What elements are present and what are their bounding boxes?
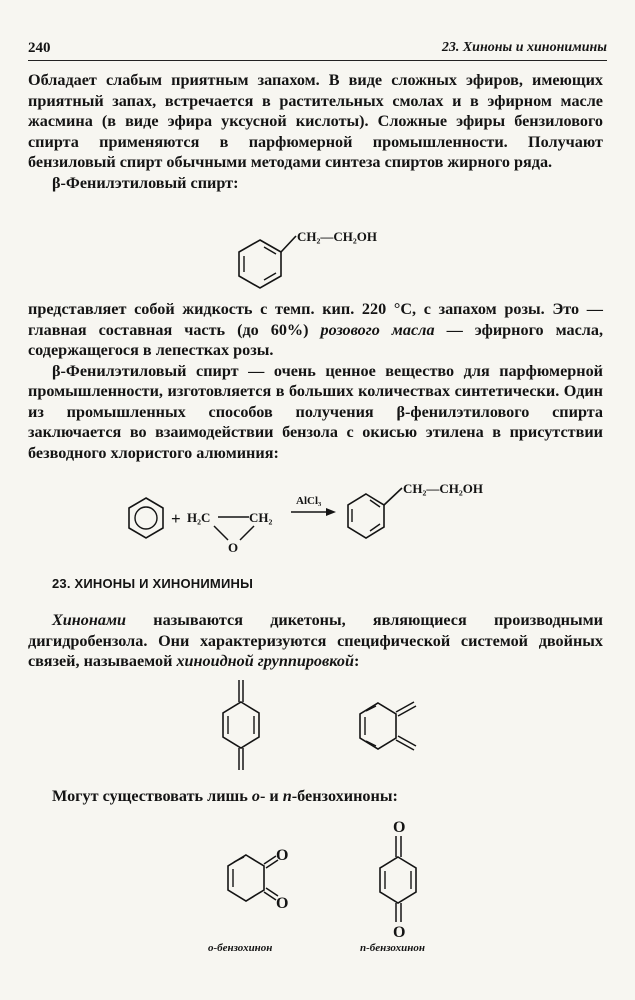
para-benzoquinone-structure [380,819,416,941]
paragraph-properties [28,299,603,463]
paragraph-text: Обладает слабым приятным запахом. В виде сложных эфиров, имеющих приятный запах, встречается в растительных смолах и в эфирном масле жасмина (в виде эфира уксусной кислоты). Сложные эфиры бензилового спирта применяются в парфюмерной промышленности. Получают бензиловый спирт обычными методами синтеза спиртов жирного ряда. [28,71,603,171]
epoxide-left: H₂C [187,510,211,525]
epoxide-right: CH₂ [249,510,273,525]
text-run: Могут существовать лишь [52,787,252,805]
product-chain: CH₂—CH₂OH [403,481,484,496]
section-heading: 23. ХИНОНЫ И ХИНОНИМИНЫ [52,576,254,591]
text-run: : [353,652,360,670]
text-run: называются дикетоны, являющиеся производными дигидробензола. Они характеризуются специфической системой двойных связей, называемой [28,611,603,670]
paragraph-text [28,610,603,672]
italic-term: хиноидной группировкой [176,652,354,670]
catalyst-label: AlCl₃ [296,495,322,507]
chain-label: CH₂—CH₂OH [297,229,378,244]
text-run: — эфирного масла, содержащегося в лепестках розы. [28,320,604,359]
oxygen-label: O [393,924,406,941]
plus-sign: + [171,509,181,528]
text-run: -бензохиноны: [291,787,398,805]
paragraph-quinones [28,610,603,672]
phenylethyl-alcohol-structure [239,229,377,288]
ortho-benzoquinone-structure [228,847,288,912]
ortho-caption: о-бензохинон [208,942,273,954]
oxygen-label: O [276,895,289,912]
oxygen-label: O [276,847,289,864]
para-caption: п-бензохинон [360,942,426,954]
paragraph-text [28,299,603,361]
italic-term: розового масла [320,320,435,339]
italic-term: п [282,787,292,805]
reaction-scheme [129,481,483,555]
italic-term: о [251,787,260,805]
epoxide-oxygen: O [228,540,239,555]
page-number: 240 [28,40,51,56]
running-title: 23. Хиноны и хинонимины [441,40,607,55]
paragraph-text [28,786,603,807]
ortho-quinoid-structure [360,702,416,750]
paragraph-text: β-Фенилэтиловый спирт — очень ценное вещество для парфюмерной промышленности, изготовляется в больших количествах синтетически. Один из промышленных способов получения β-фенилэтилового спирта заключается во взаимодействии бензола с окисью этилена в присутствии безводного хлористого алюминия: [28,361,603,462]
text-run: - и [259,787,283,805]
text-run: представляет собой жидкость с темп. кип. 220 °C, с запахом розы. Это — главная составная часть (до 60%) [28,300,603,339]
italic-term: Хинонами [52,611,127,629]
paragraph-benzoquinones [28,786,603,807]
oxygen-label: O [393,819,406,836]
para-quinoid-structure [223,680,259,770]
phenylethyl-alcohol-label: β-Фенилэтиловый спирт: [52,173,239,192]
